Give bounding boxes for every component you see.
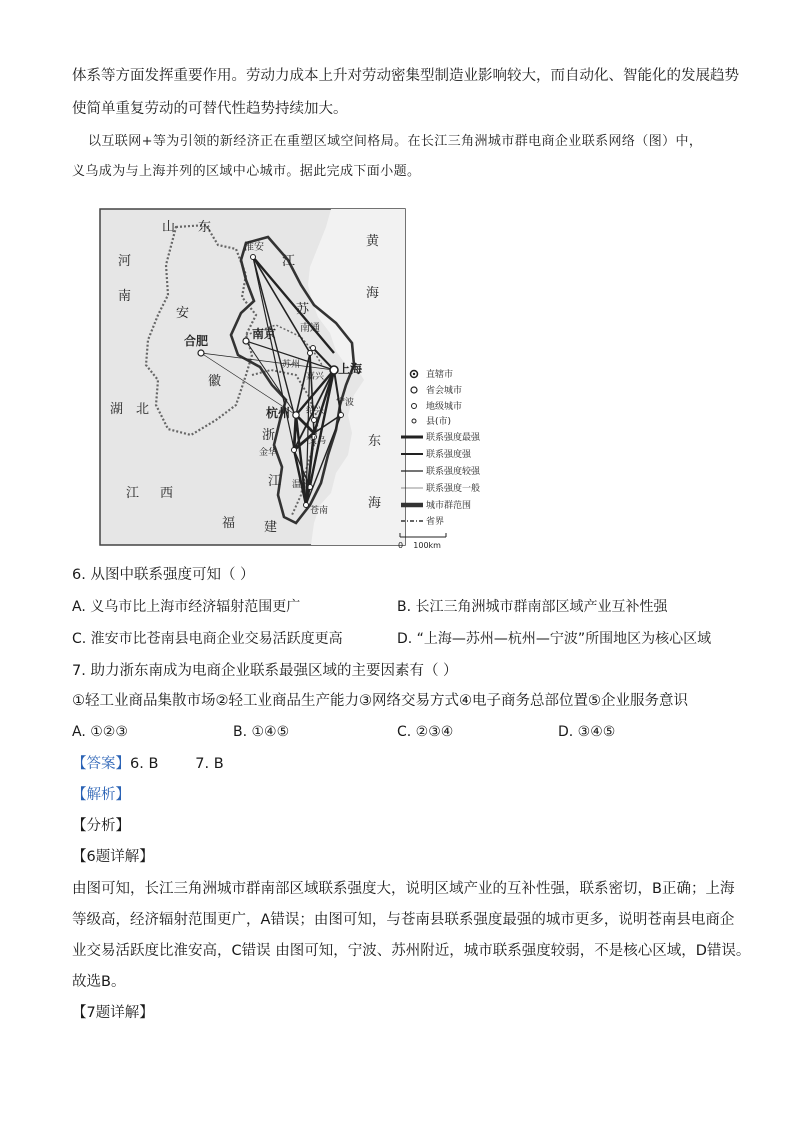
city-marker-cangnan <box>304 503 309 508</box>
province-label: 徽 <box>208 374 222 389</box>
city-marker-suzhou <box>308 351 313 356</box>
q6-detail-text: 等级高，经济辐射范围更广，A错误；由图可知，与苍南县联系强度最强的城市更多，说明苍南县电商企 <box>72 912 735 928</box>
legend-label: 地级城市 <box>426 402 463 412</box>
province-label: 山 <box>162 220 176 235</box>
city-marker-hefei <box>198 350 204 356</box>
q7-option-a: A. ①②③ <box>72 724 128 740</box>
province-label: 苏 <box>296 302 310 317</box>
intro-line: 以互联网+等为引领的新经济正在重塑区域空间格局。在长江三角洲城市群电商企业联系网络（图）中， <box>88 134 703 149</box>
q6-option-a: A. 义乌市比上海市经济辐射范围更广 <box>72 599 301 615</box>
legend-symbol-county <box>412 419 416 423</box>
province-label: 江 <box>126 486 140 501</box>
city-label-shaoxing: 绍兴 <box>306 406 325 416</box>
legend-symbol-prefecture <box>412 404 417 409</box>
city-marker-shaoxing <box>312 418 317 423</box>
q6-option-d: D. “上海—苏州—杭州—宁波”所围地区为核心区域 <box>397 631 712 647</box>
legend-symbol-capital <box>411 387 417 393</box>
sea-label: 海 <box>366 286 380 301</box>
province-label: 浙 <box>262 428 276 443</box>
q6-detail-text: 由图可知，长江三角洲城市群南部区域联系强度大，说明区域产业的互补性强，联系密切，B正确；上海 <box>72 881 735 897</box>
city-label-jinhua: 金华 <box>259 448 278 458</box>
province-label: 东 <box>198 220 212 235</box>
city-marker-nantong <box>311 346 316 351</box>
city-label-nantong: 南通 <box>300 323 320 334</box>
q6-detail-text: 业交易活跃度比淮安高，C错误 由图可知，宁波、苏州附近，城市联系强度较弱，不是核心区域，D错误。 <box>72 943 751 959</box>
city-label-cangnan: 苍南 <box>310 506 329 516</box>
province-label: 安 <box>176 306 190 321</box>
analysis-heading: 【解析】 <box>72 787 130 803</box>
answer-line <box>72 754 224 774</box>
city-marker-jinhua <box>292 448 297 453</box>
q6-option-b: B. 长江三角洲城市群南部区域产业互补性强 <box>397 599 668 615</box>
legend-label: 联系强度最强 <box>426 433 481 443</box>
city-label-jiaxing: 嘉兴 <box>306 372 325 382</box>
q7-option-d: D. ③④⑤ <box>558 724 616 740</box>
q7-factors: ①轻工业商品集散市场②轻工业商品生产能力③网络交易方式④电子商务总部位置⑤企业服务意识 <box>72 693 688 709</box>
legend-label: 城市群范围 <box>426 501 472 511</box>
question-7-stem: 7. 助力浙东南成为电商企业联系最强区域的主要因素有（ ） <box>72 663 458 679</box>
legend-label: 直辖市 <box>426 370 454 380</box>
q7-detail-heading: 【7题详解】 <box>72 1005 154 1021</box>
city-marker-ningbo <box>339 413 344 418</box>
city-label-ningbo: 宁波 <box>336 398 355 408</box>
province-label: 北 <box>136 402 150 417</box>
q6-option-c: C. 淮安市比苍南县电商企业交易活跃度更高 <box>72 631 343 647</box>
province-label: 西 <box>160 486 174 501</box>
q7-option-c: C. ②③④ <box>397 724 454 740</box>
analysis-subheading: 【分析】 <box>72 818 130 834</box>
question-6-stem: 6. 从图中联系强度可知（ ） <box>72 567 255 583</box>
legend-label: 联系强度较强 <box>426 467 481 477</box>
city-label-wenzhou: 温州 <box>292 480 311 490</box>
q7-option-b: B. ①④⑤ <box>233 724 290 740</box>
city-label-hefei: 合肥 <box>184 334 209 348</box>
city-label-nanjing: 南京 <box>252 327 277 341</box>
sea-label: 东 <box>368 434 382 449</box>
city-label-shanghai: 上海 <box>338 362 363 376</box>
province-label: 湖 <box>110 402 124 417</box>
legend-label: 县(市) <box>426 417 452 427</box>
answer-label: 【答案】 <box>72 756 130 772</box>
answer-text: 6. B 7. B <box>130 756 224 772</box>
paragraph-line: 使简单重复劳动的可替代性趋势持续加大。 <box>72 101 348 117</box>
legend-label: 联系强度一般 <box>426 484 481 494</box>
legend-label: 省会城市 <box>426 386 463 396</box>
city-marker-nanjing <box>243 338 249 344</box>
city-marker-shanghai <box>330 366 338 374</box>
intro-line: 义乌成为与上海并列的区域中心城市。据此完成下面小题。 <box>72 164 421 179</box>
ecommerce-network-map <box>96 205 506 550</box>
province-label: 河 <box>118 254 132 269</box>
province-label: 福 <box>222 516 236 531</box>
q6-detail-text: 故选B。 <box>72 974 126 990</box>
paragraph-line: 体系等方面发挥重要作用。劳动力成本上升对劳动密集型制造业影响较大，而自动化、智能化的发展趋势 <box>72 68 739 84</box>
sea-label: 海 <box>368 496 382 511</box>
city-label-yiwu: 义乌 <box>308 436 327 446</box>
province-label: 江 <box>282 254 296 269</box>
province-label: 建 <box>264 520 278 535</box>
sea-label: 黄 <box>366 234 380 249</box>
legend-label: 联系强度强 <box>426 450 472 460</box>
legend-label: 省界 <box>426 517 445 527</box>
city-marker-hangzhou <box>293 412 299 418</box>
province-label: 南 <box>118 289 132 304</box>
q6-detail-heading: 【6题详解】 <box>72 849 154 865</box>
province-label: 江 <box>268 474 282 489</box>
city-marker-huaian <box>251 255 256 260</box>
city-label-hangzhou: 杭州 <box>266 406 291 420</box>
city-label-huaian: 淮安 <box>244 242 264 253</box>
scale-label: 0 100km <box>398 541 441 550</box>
city-label-suzhou: 苏州 <box>282 360 301 370</box>
